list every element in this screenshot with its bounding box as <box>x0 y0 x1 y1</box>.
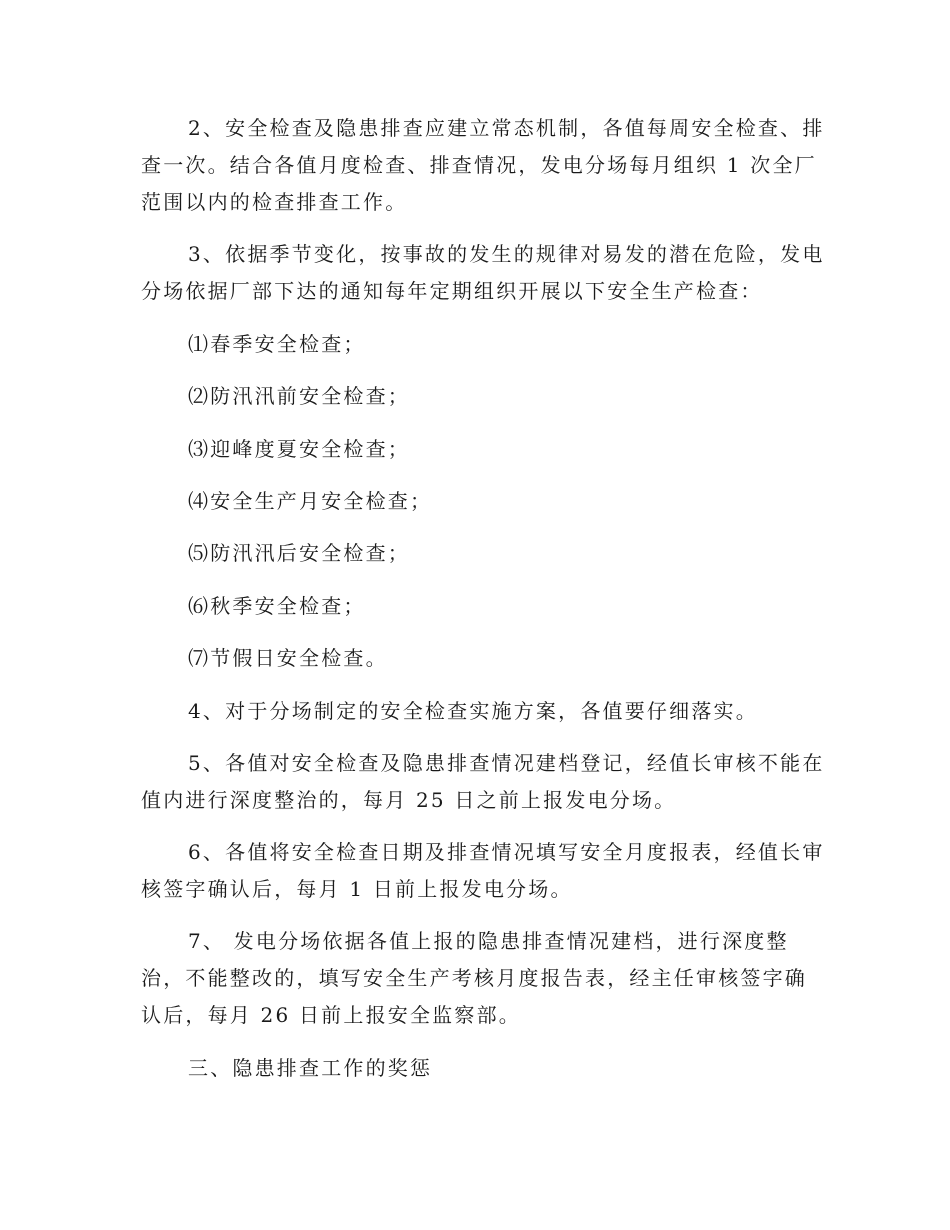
list-item-5: ⑸防汛汛后安全检查； <box>188 541 410 565</box>
paragraph-2-line-2: 查一次。结合各值月度检查、排查情况，发电分场每月组织 1 次全厂 <box>141 153 817 177</box>
paragraph-7-line-3: 认后，每月 26 日前上报安全监察部。 <box>141 1003 521 1027</box>
paragraph-7-line-2: 治，不能整改的，填写安全生产考核月度报告表，经主任审核签字确 <box>141 966 807 990</box>
paragraph-5 <box>141 745 825 819</box>
list-item-3: ⑶迎峰度夏安全检查； <box>188 437 410 461</box>
paragraph-4 <box>141 693 806 730</box>
list-item-1: ⑴春季安全检查； <box>188 332 366 356</box>
paragraph-5-line-2: 值内进行深度整治的，每月 25 日之前上报发电分场。 <box>141 788 677 812</box>
section-3 <box>141 1050 806 1087</box>
paragraph-2-line-3: 范围以内的检查排查工作。 <box>141 190 408 214</box>
paragraph-6-line-1: 6、各值将安全检查日期及排查情况填写安全月度报表，经值长审 <box>188 840 825 864</box>
paragraph-5-line-1: 5、各值对安全检查及隐患排查情况建档登记，经值长审核不能在 <box>188 751 825 775</box>
paragraph-4-line-1: 4、对于分场制定的安全检查实施方案，各值要仔细落实。 <box>188 699 758 723</box>
paragraph-3 <box>141 236 825 310</box>
paragraph-7 <box>141 923 806 1034</box>
paragraph-3-line-2: 分场依据厂部下达的通知每年定期组织开展以下安全生产检查： <box>141 279 763 303</box>
list-item-2: ⑵防汛汛前安全检查； <box>188 384 410 408</box>
paragraph-6 <box>141 834 825 908</box>
paragraph-2 <box>141 110 825 221</box>
list-item-6: ⑹秋季安全检查； <box>188 594 366 618</box>
paragraph-3-line-1: 3、依据季节变化，按事故的发生的规律对易发的潜在危险，发电 <box>188 242 825 266</box>
section-3-heading: 三、隐患排查工作的奖惩 <box>188 1056 433 1080</box>
paragraph-6-line-2: 核签字确认后，每月 1 日前上报发电分场。 <box>141 877 573 901</box>
paragraph-7-line-1: 7、 发电分场依据各值上报的隐患排查情况建档，进行深度整 <box>188 929 789 953</box>
paragraph-2-line-1: 2、安全检查及隐患排查应建立常态机制，各值每周安全检查、排 <box>188 116 825 140</box>
list-item-4: ⑷安全生产月安全检查； <box>188 489 433 513</box>
list-item-7: ⑺节假日安全检查。 <box>188 646 388 670</box>
